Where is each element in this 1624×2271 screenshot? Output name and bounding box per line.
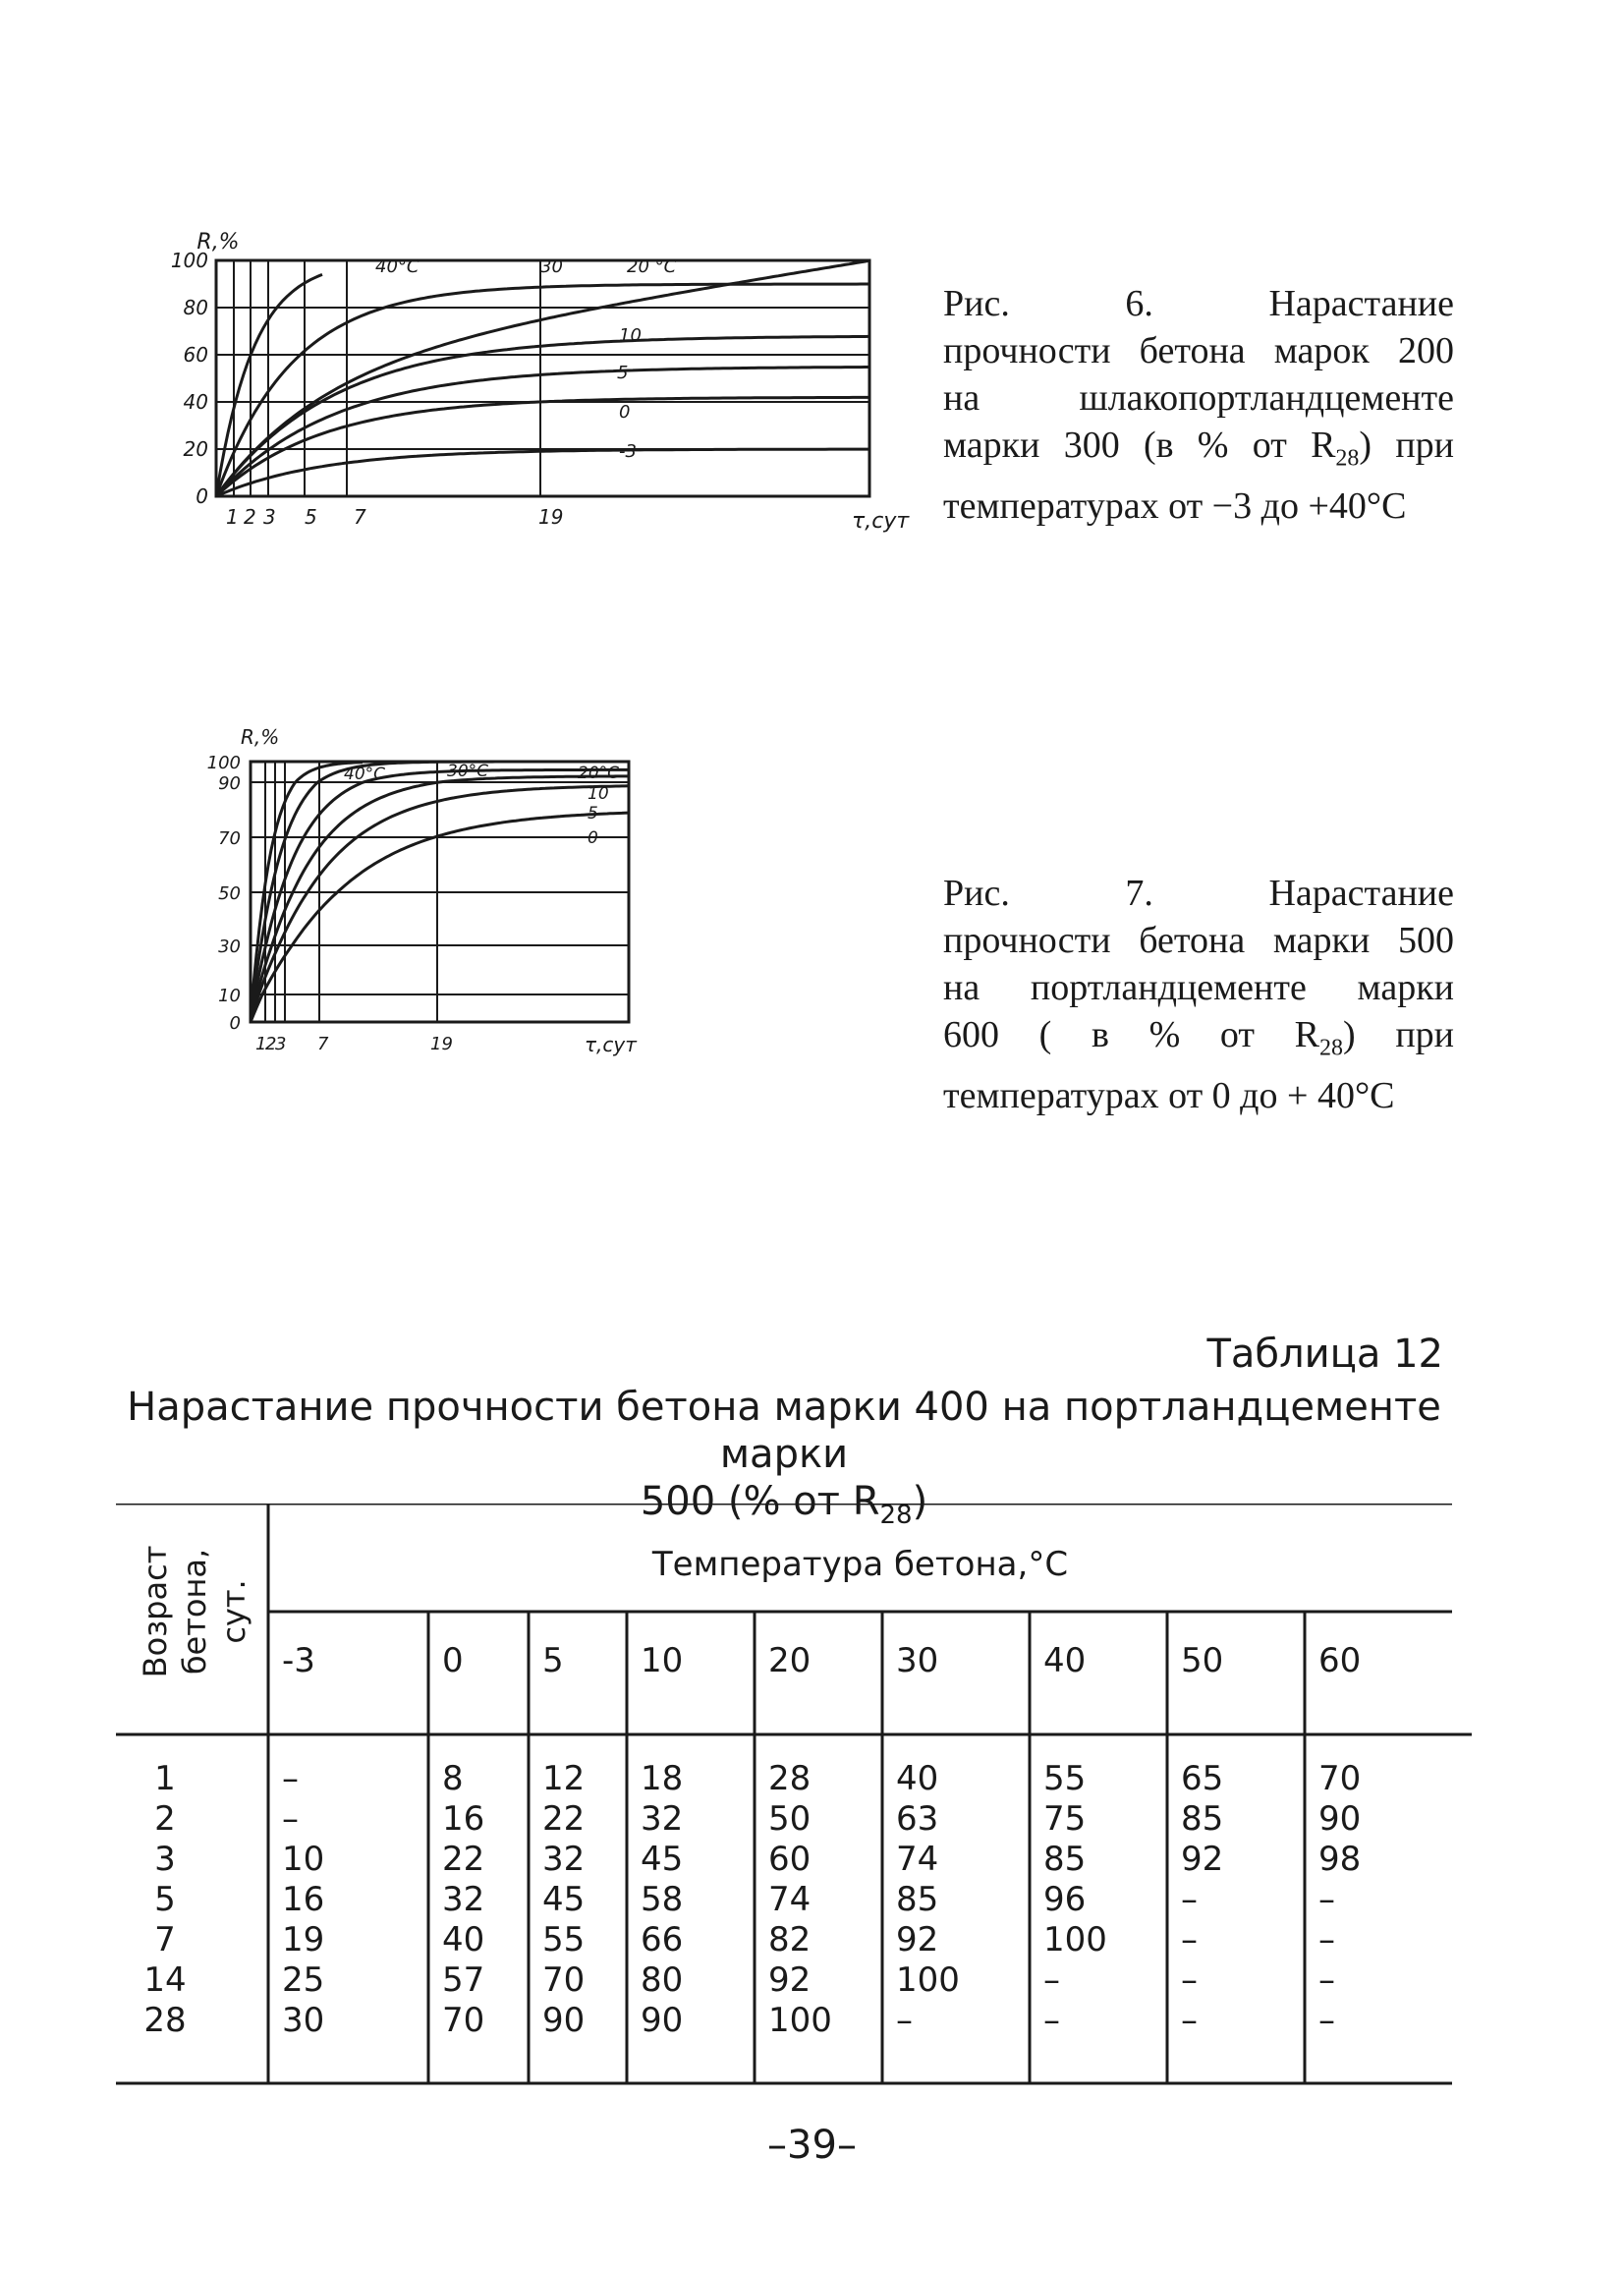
curve-label: 30 [540,256,563,277]
data-table [116,1504,1472,2093]
figure-6-caption-line: на шлакопортландцементе [943,377,1454,419]
table-cell: 92 [1181,1840,1224,1879]
figure-6-caption-line: Рис. 6. Нарастание [943,283,1454,324]
table-cell: 12 [542,1759,586,1798]
x-tick-label: 2 [244,505,256,529]
table-cell: 55 [542,1920,586,1959]
table-cell: 70 [542,1960,586,2000]
table-cell: 90 [641,2001,684,2040]
table-cell: 60 [768,1840,812,1879]
age-cell: 5 [154,1880,176,1919]
temperature-header: 60 [1318,1641,1362,1680]
table-cell: – [1043,1960,1060,2000]
table-cell: 92 [896,1920,939,1959]
age-cell: 7 [154,1920,176,1959]
figure-7-caption-line: прочности бетона марки 500 [943,920,1454,961]
table-cell: 25 [282,1960,325,2000]
y-tick-label: 90 [218,773,241,794]
temperature-header: 50 [1181,1641,1224,1680]
table-cell: 70 [1318,1759,1362,1798]
table-title-line-1: Нарастание прочности бетона марки 400 на портландцементе марки [127,1385,1441,1477]
table-cell: 32 [542,1840,586,1879]
y-tick-label: 0 [196,484,208,508]
figure-7-chart [196,717,688,1081]
table-cell: 28 [768,1759,812,1798]
y-axis-label: R,% [196,231,240,255]
temperature-header: 30 [896,1641,939,1680]
table-cell: – [1181,2001,1198,2040]
table-cell: – [282,1799,299,1839]
table-cell: – [896,2001,913,2040]
x-tick-label: 5 [305,505,317,529]
table-cell: 30 [282,2001,325,2040]
table-cell: 100 [896,1960,960,2000]
table-cell: 74 [768,1880,812,1919]
table-cell: 100 [1043,1920,1107,1959]
table-cell: – [282,1759,299,1798]
growth-curve [251,813,628,1022]
figure-7-caption-line: 600 ( в % от $R_{28}$) при [943,1014,1455,1061]
growth-curve [251,786,628,1022]
table-cell: 50 [768,1799,812,1839]
y-tick-label: 20 [183,437,208,461]
y-tick-label: 60 [183,343,208,367]
figure-7-caption [943,870,1454,1119]
age-cell: 14 [143,1960,187,2000]
table-cell: 96 [1043,1880,1087,1919]
temperature-header: 10 [641,1641,684,1680]
table-cell: 16 [442,1799,485,1839]
table-cell: – [1318,2001,1335,2040]
figure-6-caption-line: прочности бетона марок 200 [943,330,1454,371]
table-cell: 16 [282,1880,325,1919]
growth-curve [216,336,868,496]
table-cell: – [1043,2001,1060,2040]
x-axis-label: τ,сут [585,1033,637,1056]
curve-label: -3 [619,441,637,462]
figure-6-caption-line: марки 300 (в % от $R_{28}$) при [943,425,1455,472]
curve-label: 40°C [375,256,420,277]
table-cell: 80 [641,1960,684,2000]
curve-label: 5 [588,804,598,823]
page-number: –39– [767,2123,857,2168]
curve-label: 20°C [578,764,620,783]
table-cell: 8 [442,1759,464,1798]
temperature-header: 40 [1043,1641,1087,1680]
figure-6-caption-line: температурах от −3 до +40°С [943,484,1407,527]
table-cell: 66 [641,1920,684,1959]
y-tick-label: 40 [183,390,208,414]
table-cell: 90 [542,2001,586,2040]
table-cell: – [1181,1960,1198,2000]
y-tick-label: 70 [218,828,241,849]
table-cell: 98 [1318,1840,1362,1879]
growth-curve [216,368,868,497]
table-cell: 63 [896,1799,939,1839]
growth-curve [251,776,628,1022]
age-cell: 3 [154,1840,176,1879]
y-tick-label: 30 [218,937,241,957]
age-cell: 1 [154,1759,176,1798]
temperature-header: 20 [768,1641,812,1680]
row-header: Возраст бетона, сут. [137,1545,252,1678]
table-cell: 90 [1318,1799,1362,1839]
temperature-header: 5 [542,1641,564,1680]
figure-6-chart [167,231,914,536]
y-tick-label: 0 [229,1013,241,1034]
table-cell: 85 [1043,1840,1087,1879]
table-cell: 45 [641,1840,684,1879]
plot-frame [216,260,869,496]
age-cell: 2 [154,1799,176,1839]
figure-7-caption-line: температурах от 0 до + 40°С [943,1074,1395,1116]
table-cell: 32 [641,1799,684,1839]
table-cell: 100 [768,2001,832,2040]
curve-label: 10 [588,784,609,804]
y-tick-label: 10 [218,986,241,1006]
figure-7-caption-line: Рис. 7. Нарастание [943,873,1454,914]
curve-label: 10 [619,325,642,346]
table-cell: 75 [1043,1799,1087,1839]
table-cell: – [1318,1920,1335,1959]
table-number: Таблица 12 [1206,1332,1443,1377]
table-cell: 74 [896,1840,939,1879]
temperature-group-header: Температура бетона,°С [651,1545,1069,1584]
x-tick-label: 1 [255,1034,267,1054]
figure-7-svg [196,717,688,1081]
curve-label: 0 [588,828,598,848]
growth-curve [216,449,868,496]
x-tick-label: 1 [226,505,239,529]
table-cell: 92 [768,1960,812,2000]
x-tick-label: 3 [263,505,276,529]
table-cell: 65 [1181,1759,1224,1798]
temperature-header: -3 [282,1641,315,1680]
growth-curve [216,284,868,496]
table-cell: 55 [1043,1759,1087,1798]
y-tick-label: 50 [218,883,241,904]
table-cell: – [1318,1960,1335,2000]
table-cell: 45 [542,1880,586,1919]
table-cell: 82 [768,1920,812,1959]
x-tick-label: 19 [430,1034,453,1054]
curve-label: 40°C [344,765,386,784]
age-cell: 28 [143,2001,187,2040]
x-tick-label: 19 [538,505,564,529]
x-axis-label: τ,сут [852,509,910,534]
table-cell: 40 [442,1920,485,1959]
x-tick-label: 7 [317,1034,329,1054]
table-cell: 22 [542,1799,586,1839]
table-cell: 85 [896,1880,939,1919]
growth-curve [251,769,628,1022]
x-tick-label: 2 [265,1034,277,1054]
curve-label: 30°C [447,762,489,781]
figure-7-caption-line: на портландцементе марки [943,967,1454,1008]
table-cell: 10 [282,1840,325,1879]
table-cell: 22 [442,1840,485,1879]
table-cell: 32 [442,1880,485,1919]
y-tick-label: 80 [183,296,208,319]
table-cell: – [1181,1920,1198,1959]
table-cell: 58 [641,1880,684,1919]
table-cell: 18 [641,1759,684,1798]
y-tick-label: 100 [206,753,241,773]
figure-6-svg [167,231,914,536]
x-tick-label: 3 [275,1034,287,1054]
y-axis-label: R,% [241,725,280,749]
table-cell: – [1181,1880,1198,1919]
temperature-header: 0 [442,1641,464,1680]
growth-curve [216,397,868,496]
curve-label: 5 [617,363,629,383]
figure-6-caption [943,280,1454,530]
table-cell: 57 [442,1960,485,2000]
y-tick-label: 100 [170,249,208,272]
x-tick-label: 7 [354,505,366,529]
table-cell: 19 [282,1920,325,1959]
table-title-line-2: 500 (% от $R_{28}$) [640,1479,928,1530]
growth-curve [216,260,868,496]
table-cell: – [1318,1880,1335,1919]
table-cell: 40 [896,1759,939,1798]
curve-label: 20 °C [627,256,677,277]
table-cell: 70 [442,2001,485,2040]
table-cell: 85 [1181,1799,1224,1839]
curve-label: 0 [619,402,631,423]
